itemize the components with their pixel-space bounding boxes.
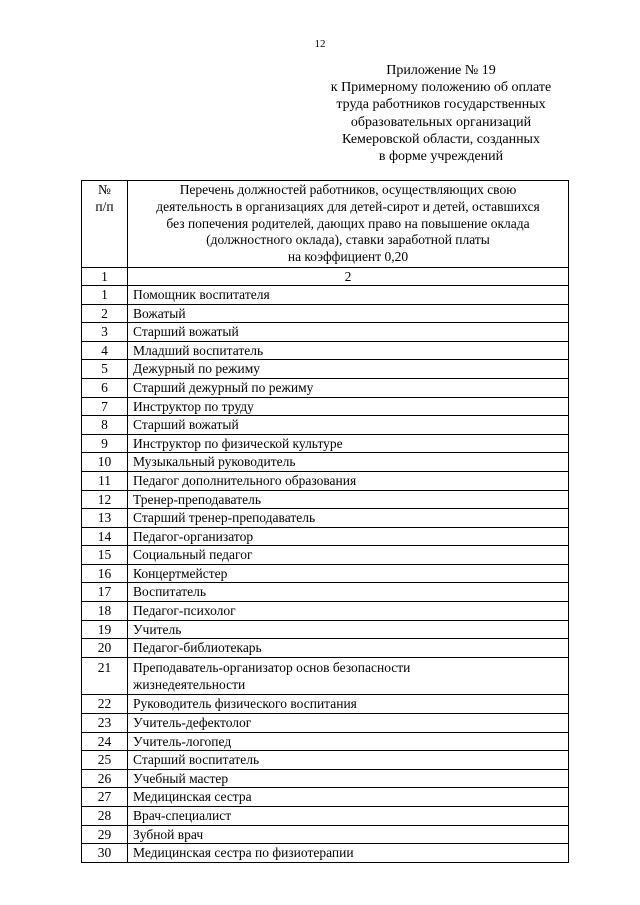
table-row xyxy=(82,583,569,602)
appendix-line: к Примерному положению об оплате xyxy=(330,80,552,96)
table-row xyxy=(82,546,569,565)
table-row xyxy=(82,490,569,509)
position-name xyxy=(128,657,569,695)
row-number: 26 xyxy=(82,769,128,788)
table-row xyxy=(82,360,569,379)
table-row xyxy=(82,714,569,733)
row-number: 9 xyxy=(82,434,128,453)
header-title-line: Перечень должностей работников, осуществляющих свою xyxy=(179,182,517,197)
row-number: 13 xyxy=(82,509,128,528)
table-row xyxy=(82,657,569,695)
table-row xyxy=(82,323,569,342)
row-number: 18 xyxy=(82,602,128,621)
row-number: 21 xyxy=(82,657,128,695)
position-name: Педагог дополнительного образования xyxy=(128,471,569,490)
table-row xyxy=(82,527,569,546)
position-name: Врач-специалист xyxy=(128,807,569,826)
table-row xyxy=(82,416,569,435)
header-title-line: без попечения родителей, дающих право на повышение оклада xyxy=(166,215,530,231)
row-number: 16 xyxy=(82,564,128,583)
table-row xyxy=(82,341,569,360)
position-name: Медицинская сестра по физиотерапии xyxy=(128,844,569,863)
table-row xyxy=(82,397,569,416)
position-name-line: Преподаватель-организатор основ безопасности xyxy=(133,659,411,675)
column-number-row xyxy=(82,267,569,285)
row-number: 4 xyxy=(82,341,128,360)
row-number: 3 xyxy=(82,323,128,342)
row-number: 27 xyxy=(82,788,128,807)
table-row xyxy=(82,788,569,807)
position-name: Музыкальный руководитель xyxy=(128,453,569,472)
row-number: 14 xyxy=(82,527,128,546)
appendix-line: труда работников государственных xyxy=(336,97,546,113)
table-row xyxy=(82,509,569,528)
appendix-line: Кемеровской области, созданных xyxy=(342,131,540,147)
table-row xyxy=(82,695,569,714)
row-number: 19 xyxy=(82,620,128,639)
page-number: 12 xyxy=(314,38,326,50)
position-name: Тренер-преподаватель xyxy=(128,490,569,509)
table-row xyxy=(82,732,569,751)
position-name: Педагог-психолог xyxy=(128,602,569,621)
header-title-line: (должностного оклада), ставки заработной платы xyxy=(206,232,490,248)
table-row xyxy=(82,620,569,639)
position-name: Учитель-логопед xyxy=(128,732,569,751)
table-header-row xyxy=(82,181,569,268)
position-name: Младший воспитатель xyxy=(128,341,569,360)
row-number: 25 xyxy=(82,751,128,770)
position-name: Инструктор по физической культуре xyxy=(128,434,569,453)
position-name: Старший дежурный по режиму xyxy=(128,378,569,397)
position-name: Учитель xyxy=(128,620,569,639)
row-number: 11 xyxy=(82,471,128,490)
row-number: 15 xyxy=(82,546,128,565)
position-name: Педагог-организатор xyxy=(128,527,569,546)
table-row xyxy=(82,751,569,770)
header-title-line: деятельность в организациях для детей-сирот и детей, оставшихся xyxy=(156,198,540,214)
appendix-header xyxy=(300,62,582,165)
header-title-line: на коэффициент 0,20 xyxy=(287,249,409,265)
row-number: 20 xyxy=(82,639,128,658)
table-row xyxy=(82,285,569,304)
row-number: 30 xyxy=(82,844,128,863)
row-number: 12 xyxy=(82,490,128,509)
table-row xyxy=(82,378,569,397)
row-number: 10 xyxy=(82,453,128,472)
row-number: 7 xyxy=(82,397,128,416)
position-name: Концертмейстер xyxy=(128,564,569,583)
appendix-line: образовательных организаций xyxy=(350,114,532,130)
position-name: Руководитель физического воспитания xyxy=(128,695,569,714)
table-row xyxy=(82,564,569,583)
table-row xyxy=(82,602,569,621)
row-number: 24 xyxy=(82,732,128,751)
table-body xyxy=(82,285,569,862)
row-number: 28 xyxy=(82,807,128,826)
position-name: Воспитатель xyxy=(128,583,569,602)
appendix-line: Приложение № 19 xyxy=(386,63,496,78)
position-name: Старший вожатый xyxy=(128,416,569,435)
table-row xyxy=(82,434,569,453)
position-name: Инструктор по труду xyxy=(128,397,569,416)
position-name: Дежурный по режиму xyxy=(128,360,569,379)
position-name: Учитель-дефектолог xyxy=(128,714,569,733)
column-number: 2 xyxy=(128,267,569,285)
row-number: 22 xyxy=(82,695,128,714)
header-title xyxy=(128,181,569,268)
row-number: 1 xyxy=(82,285,128,304)
row-number: 23 xyxy=(82,714,128,733)
column-number: 1 xyxy=(82,267,128,285)
position-name: Помощник воспитателя xyxy=(128,285,569,304)
row-number: 6 xyxy=(82,378,128,397)
position-name: Старший воспитатель xyxy=(128,751,569,770)
position-name: Социальный педагог xyxy=(128,546,569,565)
row-number: 8 xyxy=(82,416,128,435)
position-name: Старший тренер-преподаватель xyxy=(128,509,569,528)
table-row xyxy=(82,769,569,788)
row-number: 2 xyxy=(82,304,128,323)
position-name: Учебный мастер xyxy=(128,769,569,788)
position-name: Старший вожатый xyxy=(128,323,569,342)
table-row xyxy=(82,844,569,863)
table-row xyxy=(82,304,569,323)
position-name: Медицинская сестра xyxy=(128,788,569,807)
header-number-line: п/п xyxy=(95,198,114,214)
position-name: Зубной врач xyxy=(128,825,569,844)
table-row xyxy=(82,807,569,826)
row-number: 29 xyxy=(82,825,128,844)
table-row xyxy=(82,471,569,490)
header-number xyxy=(82,181,128,268)
position-name-line: жизнедеятельности xyxy=(133,677,246,693)
row-number: 17 xyxy=(82,583,128,602)
table-row xyxy=(82,453,569,472)
position-name: Вожатый xyxy=(128,304,569,323)
appendix-line: в форме учреждений xyxy=(378,149,504,165)
position-name: Педагог-библиотекарь xyxy=(128,639,569,658)
positions-table xyxy=(81,180,569,863)
table-row xyxy=(82,825,569,844)
header-number-line: № xyxy=(98,182,111,197)
table-row xyxy=(82,639,569,658)
row-number: 5 xyxy=(82,360,128,379)
